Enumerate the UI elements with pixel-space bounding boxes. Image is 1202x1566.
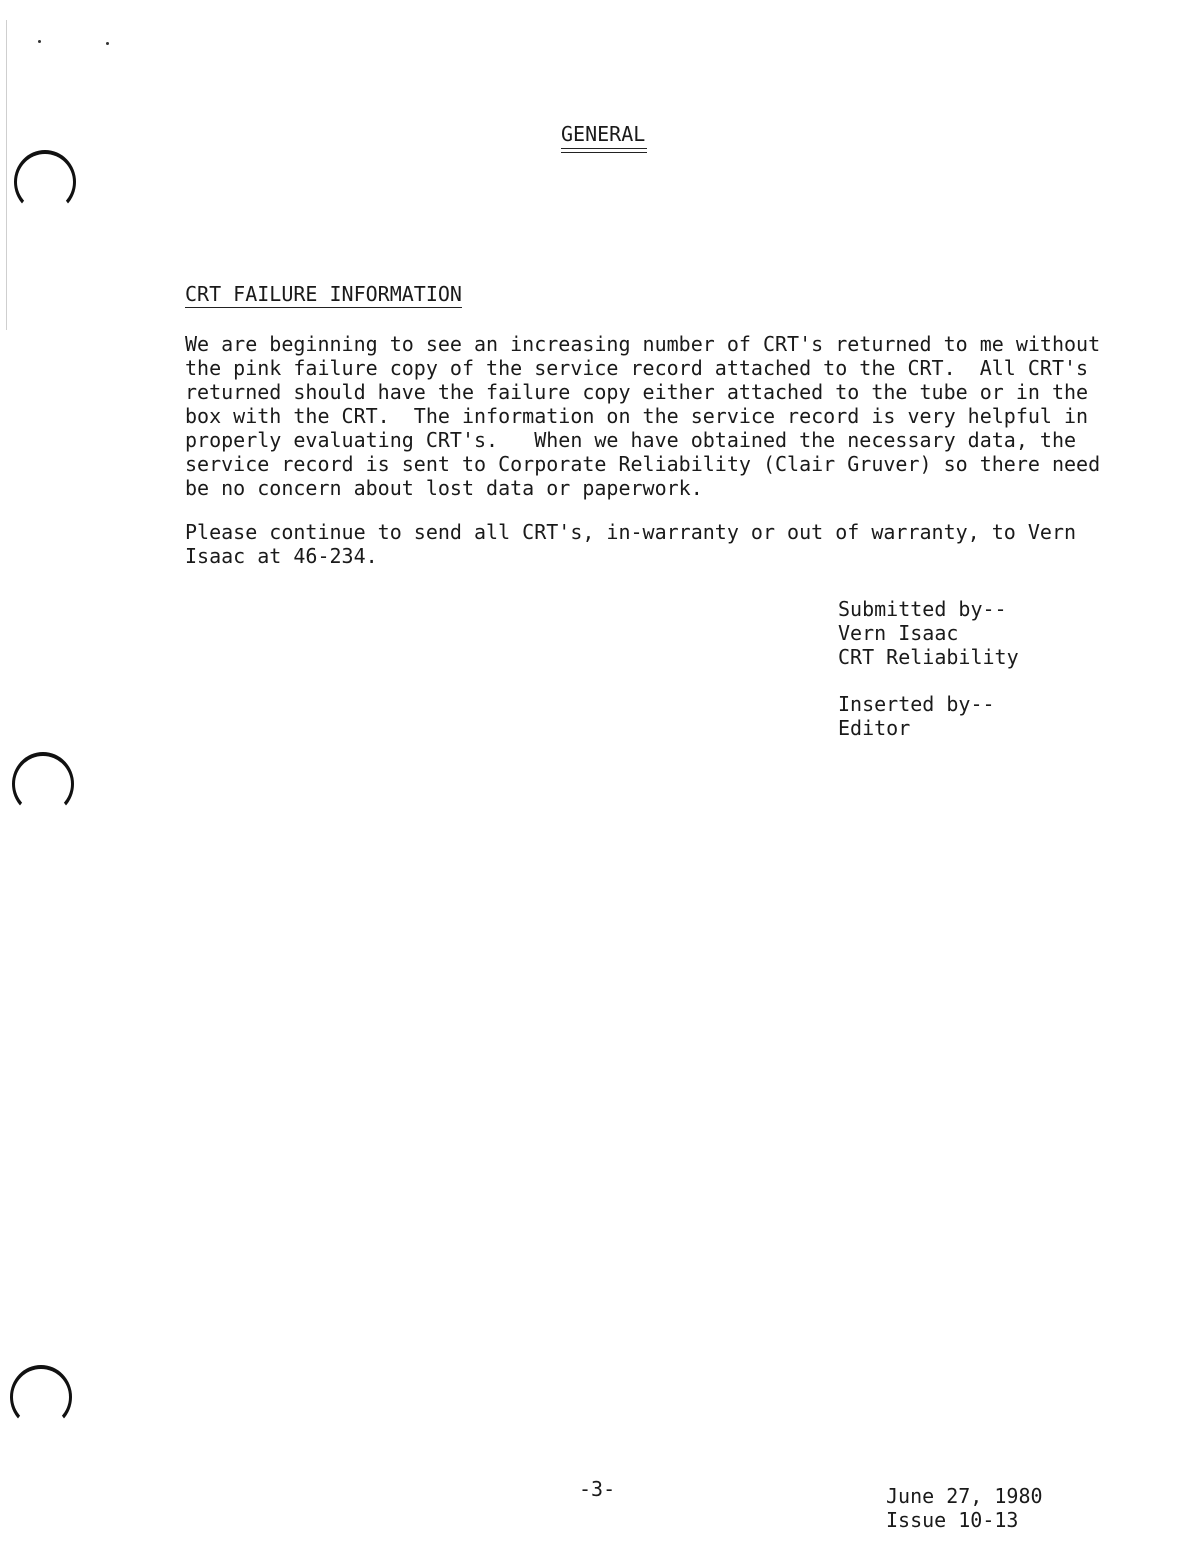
speck-mark — [106, 42, 109, 45]
page-number: -3- — [579, 1477, 616, 1501]
page-edge-mark — [6, 20, 7, 330]
article-heading: CRT FAILURE INFORMATION — [185, 282, 462, 306]
paragraph-line: box with the CRT. The information on the service record is very helpful in — [185, 404, 1089, 428]
section-title-underline — [561, 148, 647, 153]
signature-line: Submitted by-- — [838, 597, 1007, 621]
footer-date: June 27, 1980 — [886, 1484, 1043, 1508]
paragraph-line: returned should have the failure copy either attached to the tube or in the — [185, 380, 1089, 404]
signature-line: CRT Reliability — [838, 645, 1019, 669]
paragraph-line: the pink failure copy of the service record attached to the CRT. All CRT's — [185, 356, 1089, 380]
section-title-text: GENERAL — [561, 122, 646, 146]
paragraph-line: We are beginning to see an increasing number of CRT's returned to me without — [185, 332, 1101, 356]
punch-hole-top — [14, 150, 76, 214]
speck-mark — [38, 40, 41, 43]
footer-date-block — [886, 1484, 1043, 1532]
submitted-by-block — [838, 597, 1019, 669]
footer-issue: Issue 10-13 — [886, 1508, 1019, 1532]
punch-hole-bottom — [10, 1365, 72, 1429]
article-paragraph-2 — [185, 520, 1085, 568]
section-title — [561, 124, 647, 153]
inserted-by-block — [838, 692, 995, 740]
paragraph-line: Please continue to send all CRT's, in-warranty or out of warranty, to Vern — [185, 520, 1077, 544]
signature-line: Vern Isaac — [838, 621, 959, 645]
signature-line: Editor — [838, 716, 911, 740]
article-paragraph-1 — [185, 332, 1101, 500]
paragraph-line: Isaac at 46-234. — [185, 544, 378, 568]
paragraph-line: properly evaluating CRT's. When we have obtained the necessary data, the — [185, 428, 1077, 452]
punch-hole-middle — [12, 752, 74, 816]
signature-line: Inserted by-- — [838, 692, 995, 716]
paragraph-line: be no concern about lost data or paperwork. — [185, 476, 703, 500]
paragraph-line: service record is sent to Corporate Reliability (Clair Gruver) so there need — [185, 452, 1101, 476]
